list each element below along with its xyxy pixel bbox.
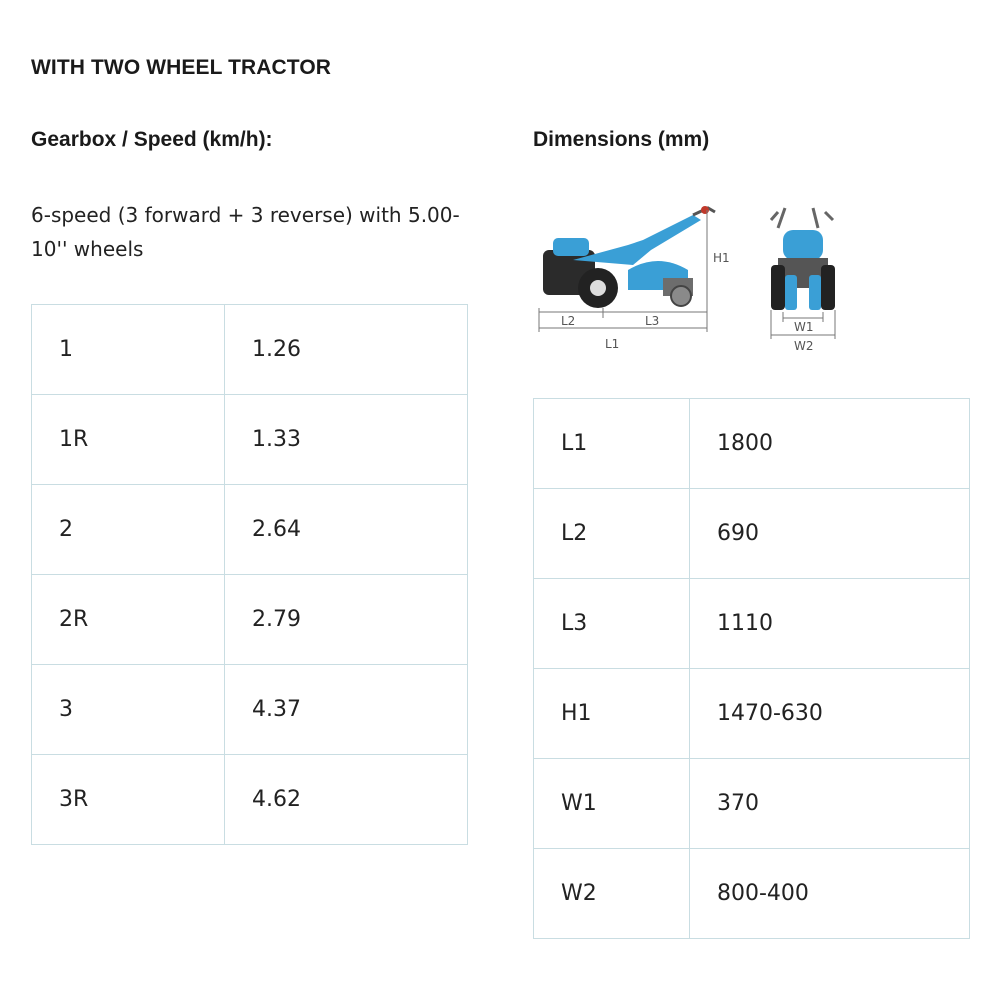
dimension-label-cell: L1 — [534, 399, 690, 489]
dimensions-heading: Dimensions (mm) — [533, 128, 710, 151]
dimension-value-cell: 690 — [690, 489, 970, 579]
speed-cell: 1.33 — [225, 395, 468, 485]
dimension-label-cell: L2 — [534, 489, 690, 579]
table-row — [32, 395, 468, 485]
l1-label: L1 — [605, 337, 620, 351]
gear-speed-table — [31, 304, 468, 845]
dimension-value-cell: 1470-630 — [690, 669, 970, 759]
table-row — [534, 399, 970, 489]
gear-cell: 1R — [32, 395, 225, 485]
table-row — [534, 849, 970, 939]
dimension-value-cell: 800-400 — [690, 849, 970, 939]
gear-cell: 2R — [32, 575, 225, 665]
tractor-dimensions-diagram — [533, 190, 863, 360]
dimension-label-cell: L3 — [534, 579, 690, 669]
table-row — [534, 579, 970, 669]
speed-cell: 4.62 — [225, 755, 468, 845]
table-row — [32, 485, 468, 575]
gearbox-heading: Gearbox / Speed (km/h): — [31, 128, 273, 151]
page-title: WITH TWO WHEEL TRACTOR — [31, 56, 332, 79]
h1-label: H1 — [713, 251, 730, 265]
gear-cell: 1 — [32, 305, 225, 395]
gear-cell: 3R — [32, 755, 225, 845]
gear-cell: 2 — [32, 485, 225, 575]
table-row — [32, 575, 468, 665]
table-row — [32, 755, 468, 845]
dimension-value-cell: 370 — [690, 759, 970, 849]
dimension-label-cell: H1 — [534, 669, 690, 759]
speed-cell: 2.64 — [225, 485, 468, 575]
speed-cell: 4.37 — [225, 665, 468, 755]
dimension-label-cell: W1 — [534, 759, 690, 849]
table-row — [534, 669, 970, 759]
gear-cell: 3 — [32, 665, 225, 755]
dimension-value-cell: 1800 — [690, 399, 970, 489]
tractor-front-view — [771, 208, 835, 353]
l3-label: L3 — [645, 314, 660, 328]
table-row — [534, 759, 970, 849]
l2-label: L2 — [561, 314, 576, 328]
speed-cell: 2.79 — [225, 575, 468, 665]
gearbox-description: 6-speed (3 forward + 3 reverse) with 5.00-10'' wheels — [31, 203, 460, 261]
w2-label: W2 — [794, 339, 814, 353]
dimension-label-cell: W2 — [534, 849, 690, 939]
dimension-value-cell: 1110 — [690, 579, 970, 669]
tractor-side-view — [539, 206, 730, 351]
w1-label: W1 — [794, 320, 814, 334]
table-row — [32, 305, 468, 395]
table-row — [534, 489, 970, 579]
dimensions-table — [533, 398, 970, 939]
speed-cell: 1.26 — [225, 305, 468, 395]
table-row — [32, 665, 468, 755]
